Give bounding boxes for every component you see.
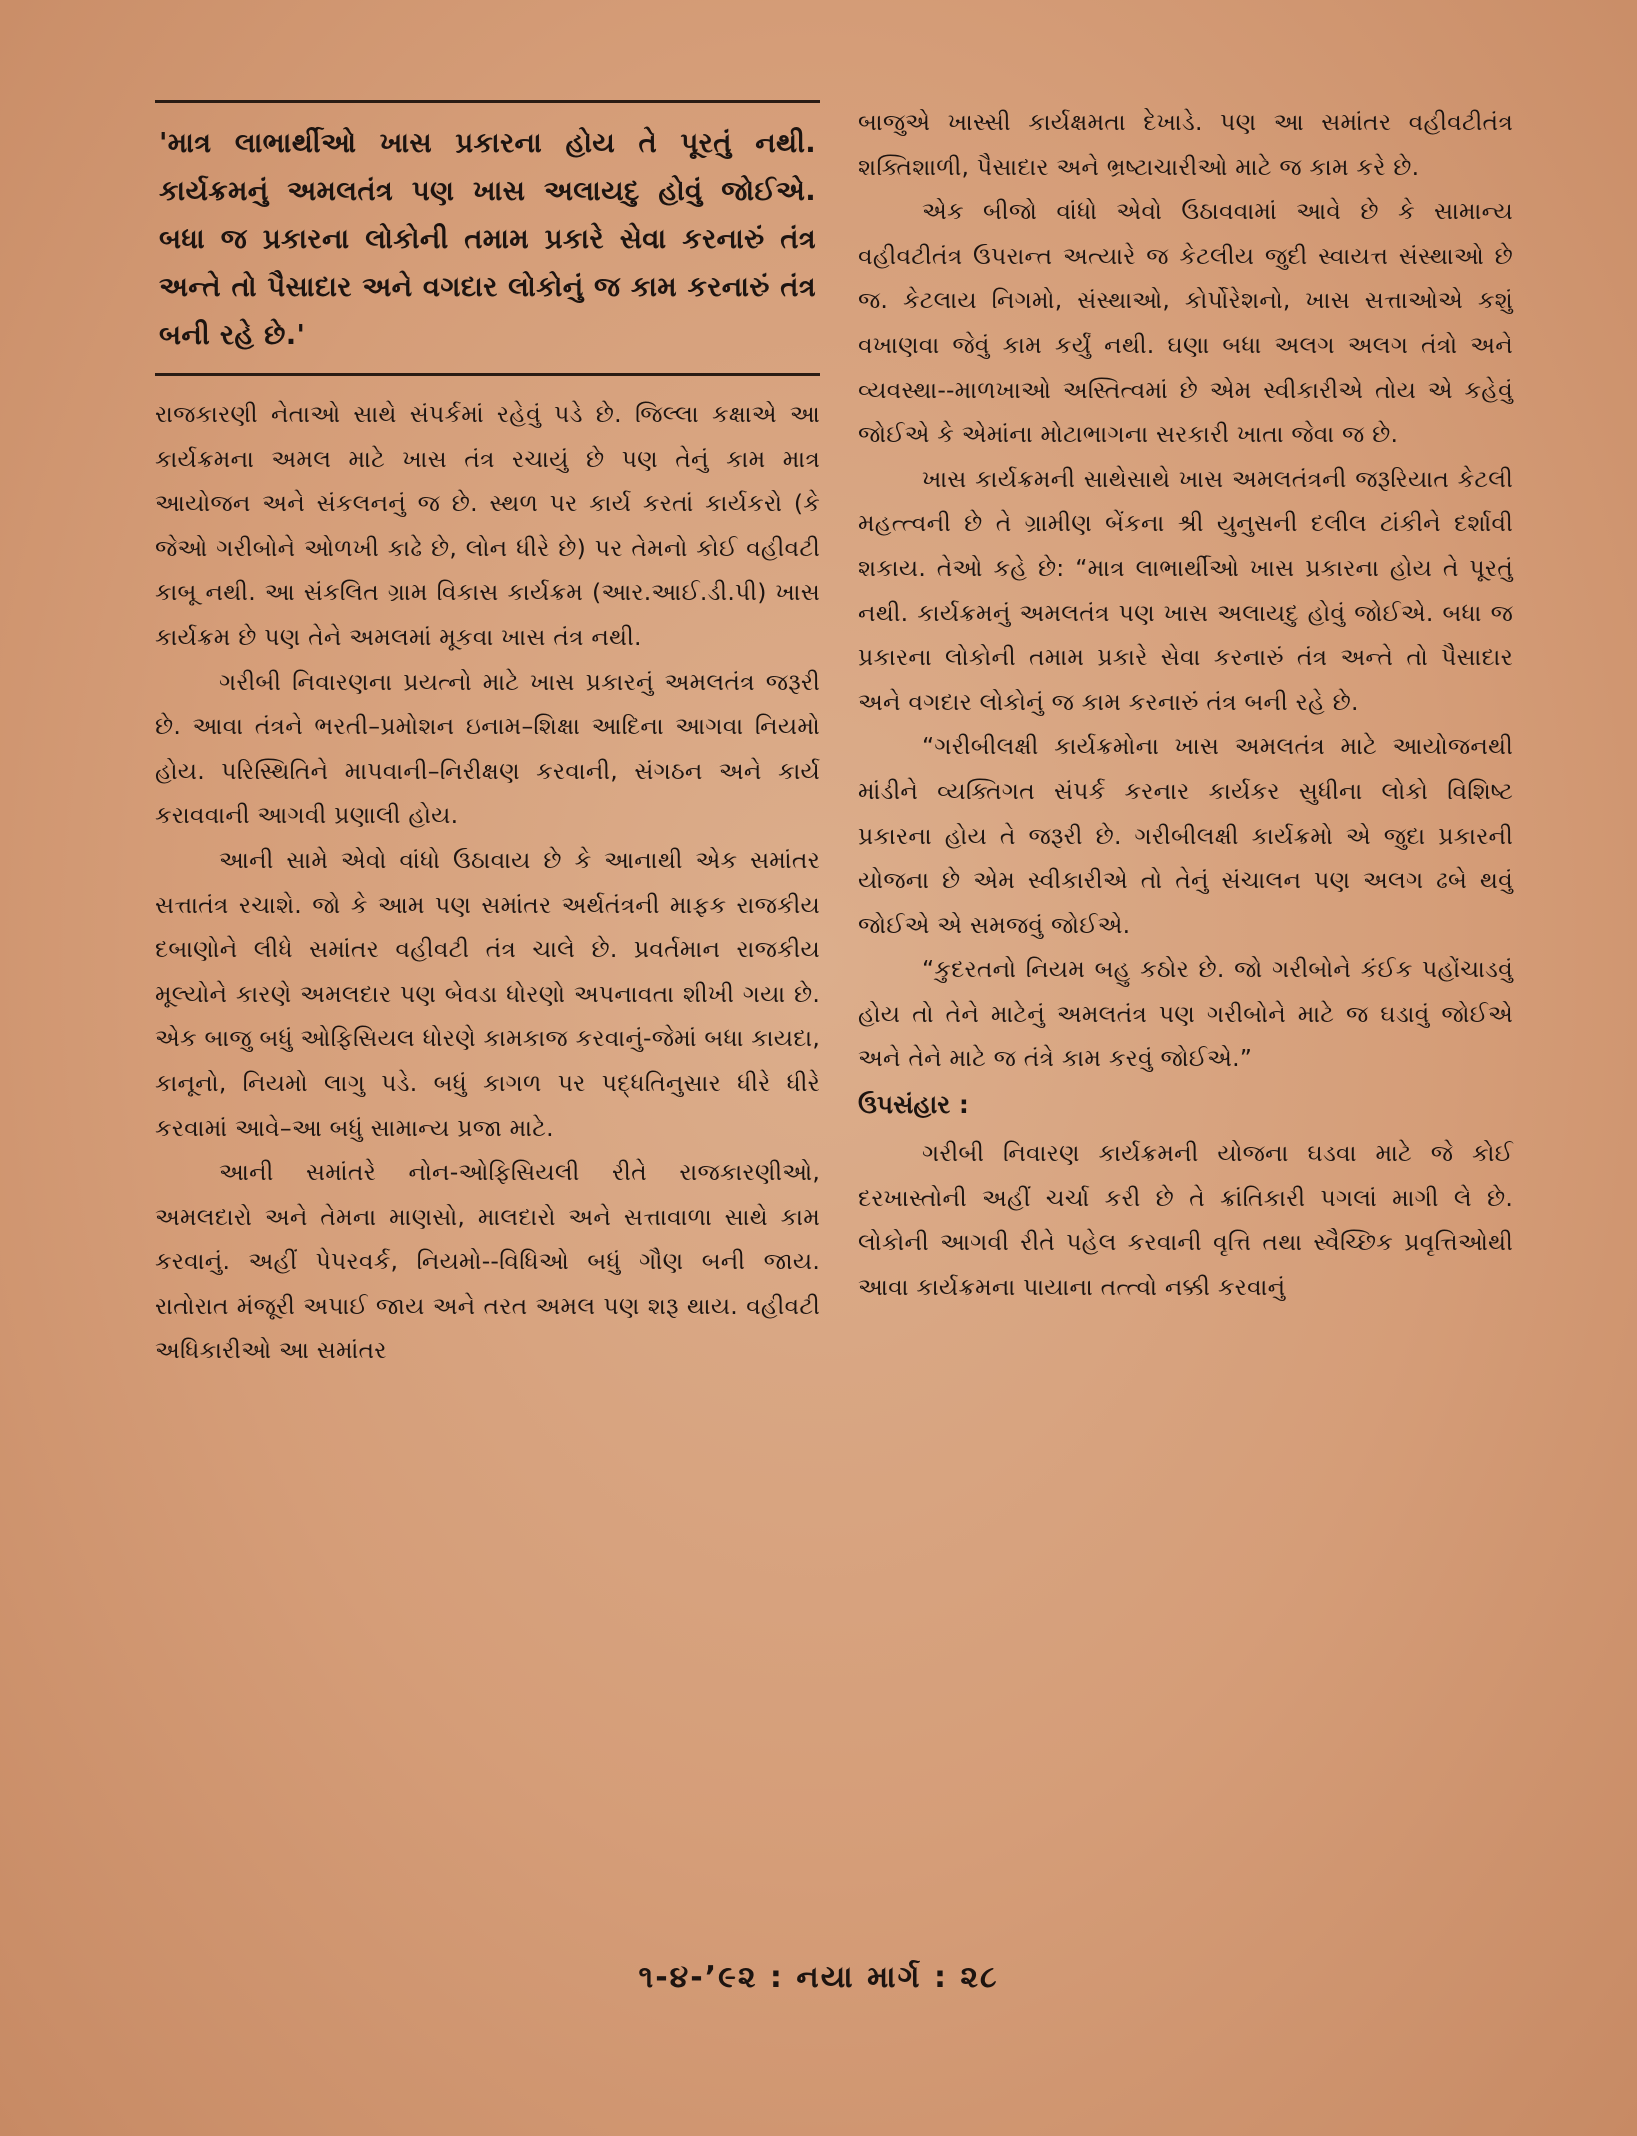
left-column [155,100,820,1373]
pull-quote [155,100,820,376]
page-footer: ૧-૪-’૯૨ : નયા માર્ગ : ૨૮ [638,1960,999,1995]
paragraph: રાજકારણી નેતાઓ સાથે સંપર્કમાં રહેવું પડે છે. જિલ્લા કક્ષાએ આ કાર્યક્રમના અમલ માટે ખાસ તંત્ર રચાયું છે પણ તેનું કામ માત્ર આયોજન અને સંકલનનું જ છે. સ્થળ પર કાર્ય કરતાં કાર્યકરો (કે જેઓ ગરીબોને ઓળખી કાઢે છે, લોન ધીરે છે) પર તેમનો કોઈ વહીવટી કાબૂ નથી. આ સંકલિત ગ્રામ વિકાસ કાર્યક્રમ (આર.આઈ.ડી.પી) ખાસ કાર્યક્રમ છે પણ તેને અમલમાં મૂકવા ખાસ તંત્ર નથી. [155,400,820,651]
left-column-body [155,392,820,1373]
conclusion-heading: ઉપસંહાર : [858,1090,969,1120]
pull-quote-text: 'માત્ર લાભાર્થીઓ ખાસ પ્રકારના હોય તે પૂરતું નથી. કાર્યક્રમનું અમલતંત્ર પણ ખાસ અલાયદુ હોવું જોઈએ. બધા જ પ્રકારના લોકોની તમામ પ્રકારે સેવા કરનારું તંત્ર અન્તે તો પૈસાદાર અને વગદાર લોકોનું જ કામ કરનારું તંત્ર બની રહે છે.' [159,127,816,351]
paragraph: બાજુએ ખાસ્સી કાર્યક્ષમતા દેખાડે. પણ આ સમાંતર વહીવટીતંત્ર શક્તિશાળી, પૈસાદાર અને ભ્રષ્ટાચારીઓ માટે જ કામ કરે છે. [858,108,1513,181]
paragraph: ગરીબી નિવારણના પ્રયત્નો માટે ખાસ પ્રકારનું અમલતંત્ર જરૂરી છે. આવા તંત્રને ભરતી–પ્રમોશન ઇનામ–શિક્ષા આદિના આગવા નિયમો હોય. પરિસ્થિતિને માપવાની–નિરીક્ષણ કરવાની, સંગઠન અને કાર્ય કરાવવાની આગવી પ્રણાલી હોય. [155,667,820,830]
right-column [858,100,1513,1309]
right-column-body [858,100,1513,1309]
paragraph: એક બીજો વાંધો એવો ઉઠાવવામાં આવે છે કે સામાન્ય વહીવટીતંત્ર ઉપરાન્ત અત્યારે જ કેટલીય જુદી સ્વાયત્ત સંસ્થાઓ છે જ. કેટલાય નિગમો, સંસ્થાઓ, કોર્પોરેશનો, ખાસ સત્તાઓએ કશું વખાણવા જેવું કામ કર્યું નથી. ઘણા બધા અલગ અલગ તંત્રો અને વ્યવસ્થા--માળખાઓ અસ્તિત્વમાં છે એમ સ્વીકારીએ તોય એ કહેવું જોઈએ કે એમાંના મોટાભાગના સરકારી ખાતા જેવા જ છે. [858,197,1513,449]
paragraph: “ગરીબીલક્ષી કાર્યક્રમોના ખાસ અમલતંત્ર માટે આયોજનથી માંડીને વ્યક્તિગત સંપર્ક કરનાર કાર્યકર સુધીના લોકો વિશિષ્ટ પ્રકારના હોય તે જરૂરી છે. ગરીબીલક્ષી કાર્યક્રમો એ જુદા પ્રકારની યોજના છે એમ સ્વીકારીએ તો તેનું સંચાલન પણ અલગ ઢબે થવું જોઈએ એ સમજવું જોઈએ. [858,732,1513,939]
conclusion-paragraph: ગરીબી નિવારણ કાર્યક્રમની યોજના ઘડવા માટે જે કોઈ દરખાસ્તોની અહીં ચર્ચા કરી છે તે ક્રાંતિકારી પગલાં માગી લે છે. લોકોની આગવી રીતે પહેલ કરવાની વૃત્તિ તથા સ્વૈચ્છિક પ્રવૃત્તિઓથી આવા કાર્યક્રમના પાયાના તત્ત્વો નક્કી કરવાનું [858,1139,1513,1301]
paragraph: ખાસ કાર્યક્રમની સાથેસાથે ખાસ અમલતંત્રની જરૂરિયાત કેટલી મહત્ત્વની છે તે ગ્રામીણ બેંકના શ્રી યુનુસની દલીલ ટાંકીને દર્શાવી શકાય. તેઓ કહે છે: “માત્ર લાભાર્થીઓ ખાસ પ્રકારના હોય તે પૂરતું નથી. કાર્યક્રમનું અમલતંત્ર પણ ખાસ અલાયદુ હોવું જોઈએ. બધા જ પ્રકારના લોકોની તમામ પ્રકારે સેવા કરનારું તંત્ર અન્તે તો પૈસાદાર અને વગદાર લોકોનું જ કામ કરનારું તંત્ર બની રહે છે. [858,464,1513,716]
paragraph: “કુદરતનો નિયમ બહુ કઠોર છે. જો ગરીબોને કંઈક પહોંચાડવું હોય તો તેને માટેનું અમલતંત્ર પણ ગરીબોને માટે જ ઘડાવું જોઈએ અને તેને માટે જ તંત્રે કામ કરવું જોઈએ.” [858,955,1513,1073]
paragraph: આની સમાંતરે નોન-ઓફિસિયલી રીતે રાજકારણીઓ, અમલદારો અને તેમના માણસો, માલદારો અને સત્તાવાળા સાથે કામ કરવાનું. અહીં પેપરવર્ક, નિયમો--વિધિઓ બધું ગૌણ બની જાય. રાતોરાત મંજૂરી અપાઈ જાય અને તરત અમલ પણ શરૂ થાય. વહીવટી અધિકારીઓ આ સમાંતર [155,1158,820,1365]
paragraph: આની સામે એવો વાંધો ઉઠાવાય છે કે આનાથી એક સમાંતર સત્તાતંત્ર રચાશે. જો કે આમ પણ સમાંતર અર્થતંત્રની માફક રાજકીય દબાણોને લીધે સમાંતર વહીવટી તંત્ર ચાલે છે. પ્રવર્તમાન રાજકીય મૂલ્યોને કારણે અમલદાર પણ બેવડા ધોરણો અપનાવતા શીખી ગયા છે. એક બાજુ બધું ઓફિસિયલ ધોરણે કામકાજ કરવાનું-જેમાં બધા કાયદા, કાનૂનો, નિયમો લાગુ પડે. બધું કાગળ પર પદ્ધતિનુસાર ધીરે ધીરે કરવામાં આવે–આ બધું સામાન્ય પ્રજા માટે. [155,845,820,1142]
